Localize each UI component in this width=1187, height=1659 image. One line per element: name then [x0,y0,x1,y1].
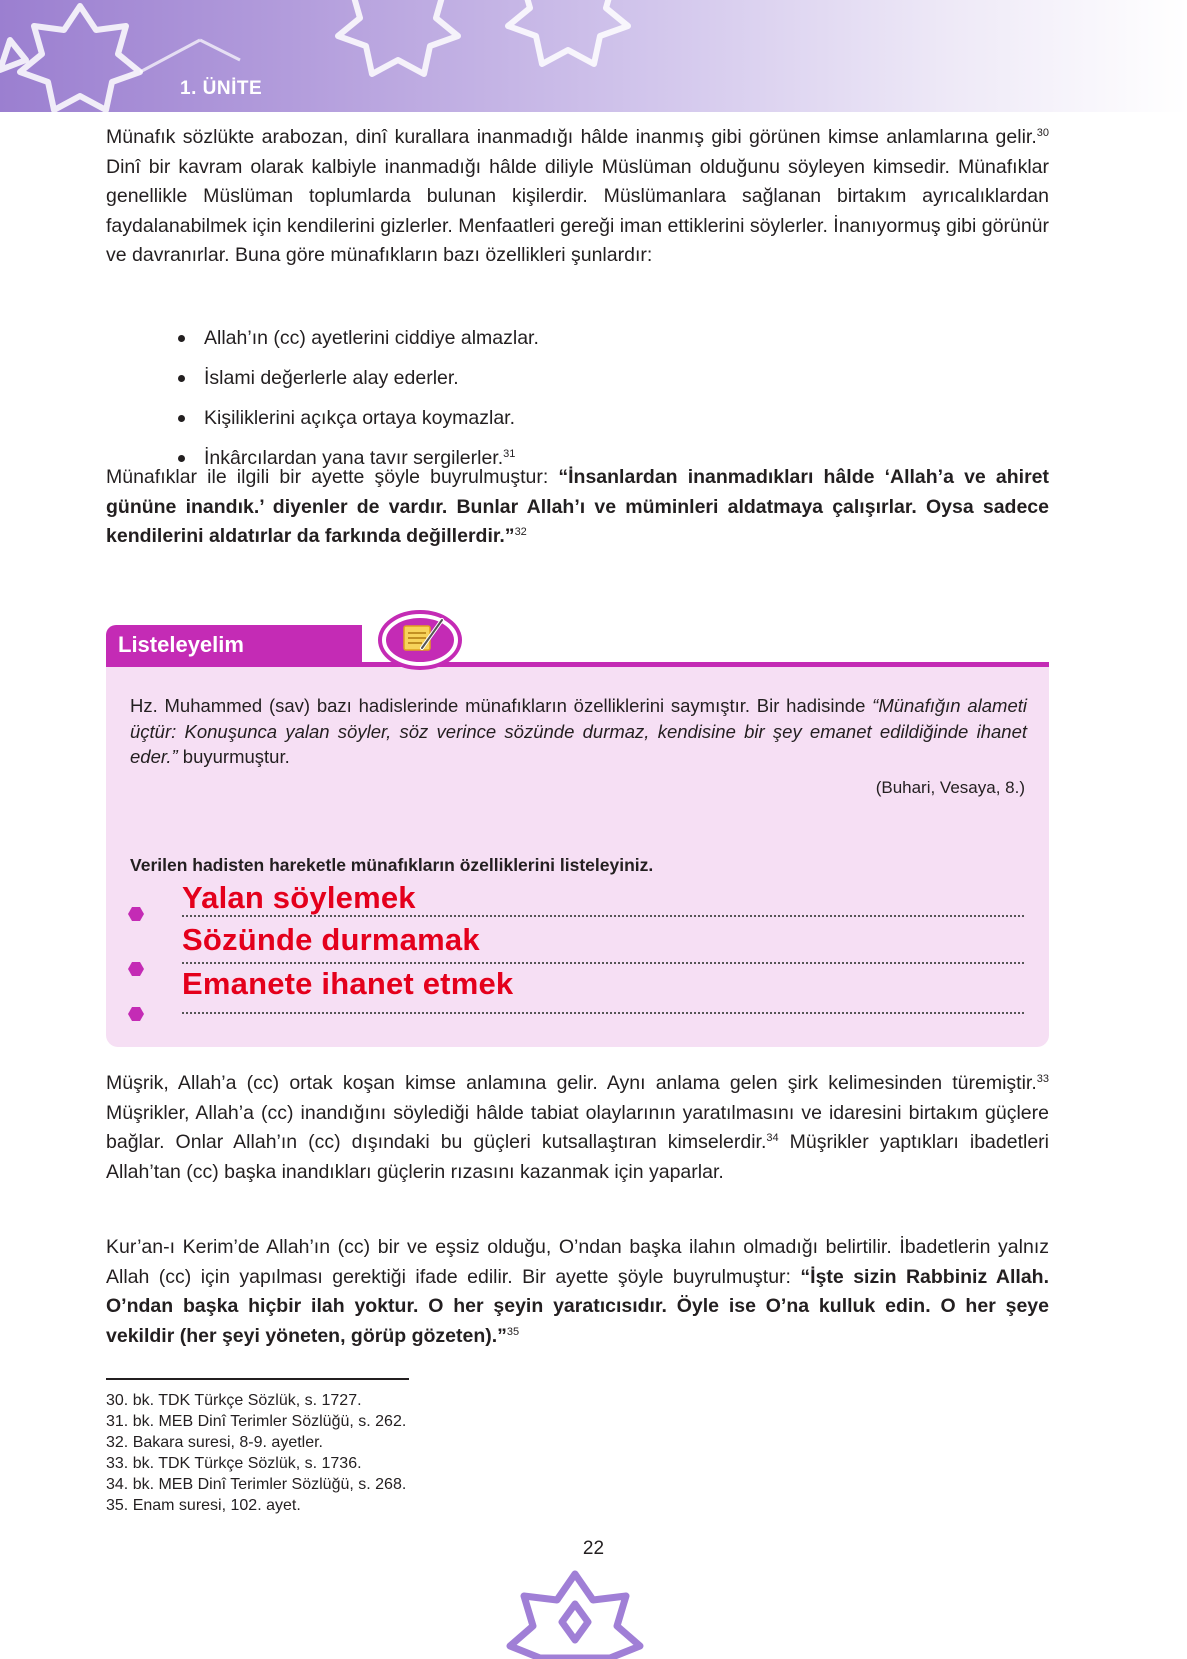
unit-label: 1. ÜNİTE [180,78,263,99]
footnotes [106,1390,406,1516]
characteristics-list [176,322,539,482]
hadith-tail: buyurmuştur. [177,746,290,767]
footnote-divider [106,1378,409,1380]
list-item: İslami değerlerle alay ederler. [176,362,539,402]
answer-text-1: Yalan söylemek [182,880,416,915]
intro-text-2: Dinî bir kavram olarak kalbiyle inanmadığı hâlde diliyle Müslüman olduğunu söyleyen kimsedir. Münafıklar genellikle Müslüman toplumlarda bulunan kişilerdir. Müslümanlara sağlanan birtakım ayrıcalıklardan faydalanabilmek için kendilerini gizlerler. Menfaatleri gereği iman ettiklerini söylerler. İnanıyormuş gibi görünür ve davranırlar. Buna göre münafıkların bazı özellikleri şunlardır: [106,155,1049,267]
quran-paragraph: Kur’an-ı Kerim’de Allah’ın (cc) bir ve eşsiz olduğu, O’ndan başka ilahın olmadığı belirtilir. İbadetlerin yalnız Allah (cc) için yapılması gerektiği ifade edilir. Bir ayette şöyle buyrulmuştur: “İşte sizin Rabbiniz Allah. O’ndan başka hiçbir ilah yoktur. O her şeyin yaratıcısıdır. Öyle ise O’na kulluk edin. O her şeye vekildir (her şeyi yöneten, görüp gözeten).”$^{35}$ [106,1236,1050,1347]
list-item: Allah’ın (cc) ayetlerini ciddiye almazlar. [176,322,539,362]
footnote-ref-35[interactable]: 35 [506,1325,520,1338]
answer-text-3: Emanete ihanet etmek [182,966,514,1001]
intro-paragraph [106,123,1049,271]
footnote-ref-33[interactable]: 33 [1036,1073,1049,1085]
answer-line-3[interactable] [182,1012,1024,1014]
list-item: İnkârcılardan yana tavır sergilerler.$^{31}$ [176,442,539,482]
page-number: 22 [582,1538,605,1559]
activity-title: Listeleyelim [118,632,244,657]
answer-text-2: Sözünde durmamak [182,922,480,957]
footnote: 31. bk. MEB Dinî Terimler Sözlüğü, s. 262. [106,1413,407,1430]
hexagon-bullet-icon [128,961,144,977]
note-pencil-icon [378,606,468,670]
footnote-ref-32[interactable]: 32 [514,526,527,539]
unit-header-band [0,0,1187,112]
star-pattern-decoration [0,0,700,112]
hadith-text [130,693,1027,770]
list-item: Kişiliklerini açıkça ortaya koymazlar. [176,402,539,442]
footnote-ref-31[interactable]: 31 [503,448,516,460]
footnote: 34. bk. MEB Dinî Terimler Sözlüğü, s. 268. [106,1476,407,1493]
footnote: 33. bk. TDK Türkçe Sözlük, s. 1736. [106,1455,362,1472]
hexagon-bullet-icon [128,906,144,922]
hadith-source: (Buhari, Vesaya, 8.) [875,778,1025,797]
hadith-quote: “Münafığın alameti üçtür: Konuşunca yalan söyler, söz verince sözünde durmaz, kendisine bir şey emanet edildiğinde ihanet eder.” [130,695,1027,767]
verse-lead: Münafıklar ile ilgili bir ayette şöyle buyrulmuştur: [106,466,559,488]
quran-quote: “İşte sizin Rabbiniz Allah. O’ndan başka hiçbir ilah yoktur. O her şeyin yaratıcısıdır. Öyle ise O’na kulluk edin. O her şeye vekildir (her şeyi yöneten, görüp gözeten).” [106,1265,1050,1347]
star-ornament-icon [500,1568,650,1659]
activity-title-rule [106,662,1049,667]
intro-text-1: Münafık sözlükte arabozan, dinî kurallara inanmadığı hâlde inanmış gibi görünen kimse anlamlarına gelir. [106,126,1037,148]
verse-quote: “İnsanlardan inanmadıkları hâlde ‘Allah’a ve ahiret gününe inandık.’ diyenler de vardır. Bunlar Allah’ı ve müminleri aldatmaya çalışırlar. Oysa sadece kendilerini aldatırlar da farkında değillerdir.” [106,466,1049,548]
mushrik-paragraph: Müşrik, Allah’a (cc) ortak koşan kimse anlamına gelir. Aynı anlama gelen şirk kelimesinden türemiştir.$^{33}$ Müşrikler, Allah’a (cc) inandığını söylediği hâlde tabiat olaylarının yaratılmasını ve idaresini birtakım güçlere bağlar. Onlar Allah’ın (cc) dışındaki bu güçleri kutsallaştıran kimselerdir.$^{34}$ Müşrikler yaptıkları ibadetleri Allah’tan (cc) başka inandıkları güçlerin rızasını kazanmak için yaparlar. [106,1072,1049,1183]
verse-paragraph [106,463,1049,552]
footnote-ref-30[interactable]: 30 [1036,127,1049,139]
activity-question: Verilen hadisten hareketle münafıkların özelliklerini listeleyiniz. [130,855,654,875]
footnote: 35. Enam suresi, 102. ayet. [106,1497,301,1514]
answer-line-2[interactable] [182,962,1024,964]
hadith-lead: Hz. Muhammed (sav) bazı hadislerinde münafıkların özelliklerini saymıştır. Bir hadisinde [130,695,873,716]
footnote: 32. Bakara suresi, 8-9. ayetler. [106,1434,323,1451]
footnote: 30. bk. TDK Türkçe Sözlük, s. 1727. [106,1392,362,1409]
footnote-ref-34[interactable]: 34 [766,1132,779,1145]
hexagon-bullet-icon [128,1006,144,1022]
